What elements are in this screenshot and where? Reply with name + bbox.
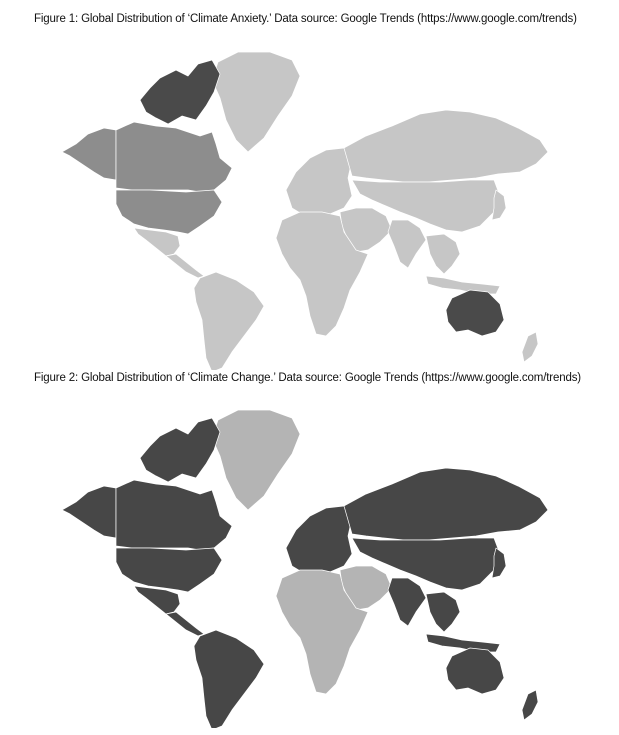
world-map-figure-2: [0, 398, 619, 728]
region-central-america: [166, 612, 204, 636]
region-india: [388, 578, 426, 626]
region-canada-islands: [140, 418, 220, 482]
figure-1-map: [0, 40, 619, 370]
region-mexico: [134, 228, 180, 256]
region-australia: [446, 290, 504, 336]
region-usa: [116, 548, 222, 592]
region-australia: [446, 648, 504, 694]
region-indonesia: [426, 276, 500, 294]
region-new-zealand: [522, 332, 538, 362]
land-group: [62, 52, 548, 370]
region-indonesia: [426, 634, 500, 652]
region-greenland: [212, 52, 300, 152]
region-southeast-asia: [426, 592, 460, 632]
region-new-zealand: [522, 690, 538, 720]
region-russia: [344, 110, 548, 182]
world-map-figure-1: [0, 40, 619, 370]
region-canada-islands: [140, 60, 220, 124]
region-south-america: [194, 630, 264, 728]
region-greenland: [212, 410, 300, 510]
figure-1-caption: Figure 1: Global Distribution of ‘Climate Anxiety.’ Data source: Google Trends (https://www.google.com/trends): [34, 13, 577, 25]
region-canada: [116, 480, 232, 550]
region-alaska: [62, 486, 116, 538]
figure-2-map: [0, 398, 619, 728]
region-canada: [116, 122, 232, 192]
region-central-america: [166, 254, 204, 278]
region-russia: [344, 468, 548, 540]
region-mexico: [134, 586, 180, 614]
region-europe: [286, 506, 352, 574]
region-alaska: [62, 128, 116, 180]
land-group: [62, 410, 548, 728]
region-usa: [116, 190, 222, 234]
region-india: [388, 220, 426, 268]
region-europe: [286, 148, 352, 216]
figure-2-caption: Figure 2: Global Distribution of ‘Climate Change.’ Data source: Google Trends (https://www.google.com/trends): [34, 372, 581, 384]
region-south-america: [194, 272, 264, 370]
region-southeast-asia: [426, 234, 460, 274]
